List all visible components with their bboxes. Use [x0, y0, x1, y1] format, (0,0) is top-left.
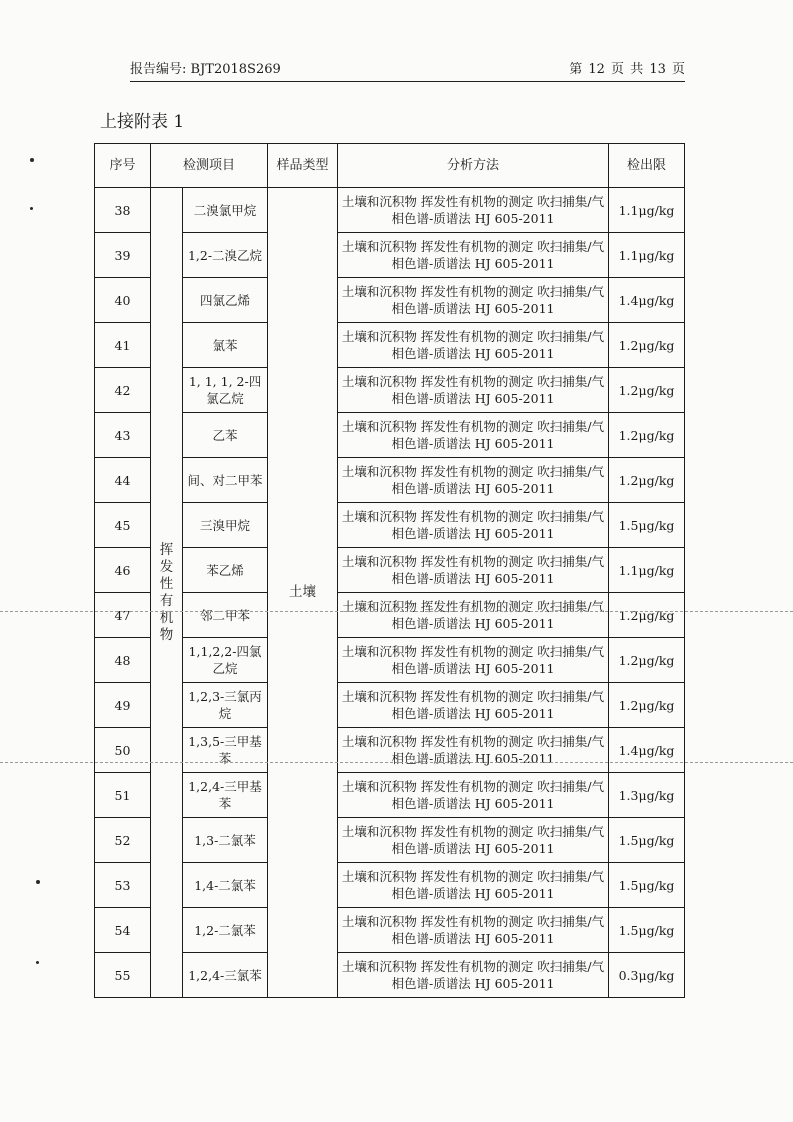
analysis-method: 土壤和沉积物 挥发性有机物的测定 吹扫捕集/气相色谱-质谱法 HJ 605-2011 [338, 863, 609, 908]
detection-limit: 1.2μg/kg [609, 413, 685, 458]
table-row [95, 233, 685, 278]
row-number: 50 [95, 728, 151, 773]
col-header-no: 序号 [95, 144, 151, 188]
analysis-method: 土壤和沉积物 挥发性有机物的测定 吹扫捕集/气相色谱-质谱法 HJ 605-2011 [338, 773, 609, 818]
sample-type-cell: 土壤 [268, 188, 338, 998]
category-cell [151, 188, 183, 998]
item-name: 三溴甲烷 [183, 503, 268, 548]
table-row [95, 413, 685, 458]
table-row [95, 368, 685, 413]
table-row [95, 953, 685, 998]
item-name: 1,4-二氯苯 [183, 863, 268, 908]
row-number: 48 [95, 638, 151, 683]
item-name: 苯乙烯 [183, 548, 268, 593]
table-title: 上接附表 1 [100, 112, 185, 132]
table-row [95, 908, 685, 953]
row-number: 46 [95, 548, 151, 593]
analysis-method: 土壤和沉积物 挥发性有机物的测定 吹扫捕集/气相色谱-质谱法 HJ 605-2011 [338, 188, 609, 233]
table-row [95, 818, 685, 863]
row-number: 54 [95, 908, 151, 953]
item-name: 1,2-二氯苯 [183, 908, 268, 953]
analysis-method: 土壤和沉积物 挥发性有机物的测定 吹扫捕集/气相色谱-质谱法 HJ 605-2011 [338, 728, 609, 773]
analysis-method: 土壤和沉积物 挥发性有机物的测定 吹扫捕集/气相色谱-质谱法 HJ 605-2011 [338, 413, 609, 458]
detection-limit: 1.5μg/kg [609, 503, 685, 548]
scan-dashed-line [0, 762, 793, 763]
page-number: 第 12 页 共 13 页 [569, 62, 685, 77]
table-row [95, 773, 685, 818]
detection-limit: 1.2μg/kg [609, 683, 685, 728]
table-row [95, 683, 685, 728]
table-row [95, 593, 685, 638]
scan-dashed-line [0, 611, 793, 612]
item-name: 氯苯 [183, 323, 268, 368]
analysis-method: 土壤和沉积物 挥发性有机物的测定 吹扫捕集/气相色谱-质谱法 HJ 605-2011 [338, 593, 609, 638]
detection-limit: 1.1μg/kg [609, 188, 685, 233]
table-row [95, 278, 685, 323]
table-row [95, 188, 685, 233]
row-number: 51 [95, 773, 151, 818]
detection-limit: 1.1μg/kg [609, 548, 685, 593]
detection-limits-table [94, 143, 685, 998]
analysis-method: 土壤和沉积物 挥发性有机物的测定 吹扫捕集/气相色谱-质谱法 HJ 605-2011 [338, 233, 609, 278]
row-number: 39 [95, 233, 151, 278]
detection-limit: 0.3μg/kg [609, 953, 685, 998]
item-name: 间、对二甲苯 [183, 458, 268, 503]
item-name: 1,2,4-三氯苯 [183, 953, 268, 998]
item-name: 1, 1, 1, 2-四氯乙烷 [183, 368, 268, 413]
analysis-method: 土壤和沉积物 挥发性有机物的测定 吹扫捕集/气相色谱-质谱法 HJ 605-2011 [338, 323, 609, 368]
scan-speck [30, 207, 33, 210]
item-name: 邻二甲苯 [183, 593, 268, 638]
item-name: 四氯乙烯 [183, 278, 268, 323]
table-row [95, 323, 685, 368]
analysis-method: 土壤和沉积物 挥发性有机物的测定 吹扫捕集/气相色谱-质谱法 HJ 605-2011 [338, 683, 609, 728]
page-header [130, 62, 685, 84]
analysis-method: 土壤和沉积物 挥发性有机物的测定 吹扫捕集/气相色谱-质谱法 HJ 605-2011 [338, 278, 609, 323]
detection-limit: 1.2μg/kg [609, 323, 685, 368]
detection-limit: 1.2μg/kg [609, 593, 685, 638]
header-rule [130, 81, 685, 82]
item-name: 1,2,3-三氯丙烷 [183, 683, 268, 728]
row-number: 40 [95, 278, 151, 323]
table-body [95, 188, 685, 998]
scan-speck [36, 961, 39, 964]
item-name: 二溴氯甲烷 [183, 188, 268, 233]
detection-limit: 1.5μg/kg [609, 818, 685, 863]
table-row [95, 863, 685, 908]
scan-speck [30, 158, 34, 162]
analysis-method: 土壤和沉积物 挥发性有机物的测定 吹扫捕集/气相色谱-质谱法 HJ 605-2011 [338, 458, 609, 503]
row-number: 55 [95, 953, 151, 998]
analysis-method: 土壤和沉积物 挥发性有机物的测定 吹扫捕集/气相色谱-质谱法 HJ 605-2011 [338, 548, 609, 593]
col-header-method: 分析方法 [338, 144, 609, 188]
detection-limit: 1.4μg/kg [609, 728, 685, 773]
row-number: 45 [95, 503, 151, 548]
col-header-sample-type: 样品类型 [268, 144, 338, 188]
scan-speck [36, 880, 40, 884]
row-number: 38 [95, 188, 151, 233]
analysis-method: 土壤和沉积物 挥发性有机物的测定 吹扫捕集/气相色谱-质谱法 HJ 605-2011 [338, 503, 609, 548]
col-header-limit: 检出限 [609, 144, 685, 188]
analysis-method: 土壤和沉积物 挥发性有机物的测定 吹扫捕集/气相色谱-质谱法 HJ 605-2011 [338, 818, 609, 863]
detection-limit: 1.5μg/kg [609, 908, 685, 953]
analysis-method: 土壤和沉积物 挥发性有机物的测定 吹扫捕集/气相色谱-质谱法 HJ 605-2011 [338, 953, 609, 998]
row-number: 41 [95, 323, 151, 368]
detection-limit: 1.2μg/kg [609, 638, 685, 683]
detection-limit: 1.1μg/kg [609, 233, 685, 278]
item-name: 1,3-二氯苯 [183, 818, 268, 863]
row-number: 44 [95, 458, 151, 503]
row-number: 52 [95, 818, 151, 863]
analysis-method: 土壤和沉积物 挥发性有机物的测定 吹扫捕集/气相色谱-质谱法 HJ 605-2011 [338, 908, 609, 953]
row-number: 49 [95, 683, 151, 728]
row-number: 43 [95, 413, 151, 458]
row-number: 47 [95, 593, 151, 638]
detection-limit: 1.2μg/kg [609, 368, 685, 413]
table-row [95, 728, 685, 773]
table-row [95, 458, 685, 503]
item-name: 乙苯 [183, 413, 268, 458]
table-row [95, 548, 685, 593]
row-number: 53 [95, 863, 151, 908]
analysis-method: 土壤和沉积物 挥发性有机物的测定 吹扫捕集/气相色谱-质谱法 HJ 605-2011 [338, 368, 609, 413]
table-row [95, 638, 685, 683]
item-name: 1,3,5-三甲基苯 [183, 728, 268, 773]
report-number: 报告编号: BJT2018S269 [130, 62, 281, 77]
table-header-row [95, 144, 685, 188]
col-header-item: 检测项目 [151, 144, 268, 188]
detection-limit: 1.3μg/kg [609, 773, 685, 818]
detection-limit: 1.2μg/kg [609, 458, 685, 503]
table-row [95, 503, 685, 548]
item-name: 1,2,4-三甲基苯 [183, 773, 268, 818]
detection-limit: 1.5μg/kg [609, 863, 685, 908]
row-number: 42 [95, 368, 151, 413]
analysis-method: 土壤和沉积物 挥发性有机物的测定 吹扫捕集/气相色谱-质谱法 HJ 605-2011 [338, 638, 609, 683]
detection-limit: 1.4μg/kg [609, 278, 685, 323]
category-label: 挥发性有机物 [159, 541, 174, 643]
item-name: 1,1,2,2-四氯乙烷 [183, 638, 268, 683]
item-name: 1,2-二溴乙烷 [183, 233, 268, 278]
